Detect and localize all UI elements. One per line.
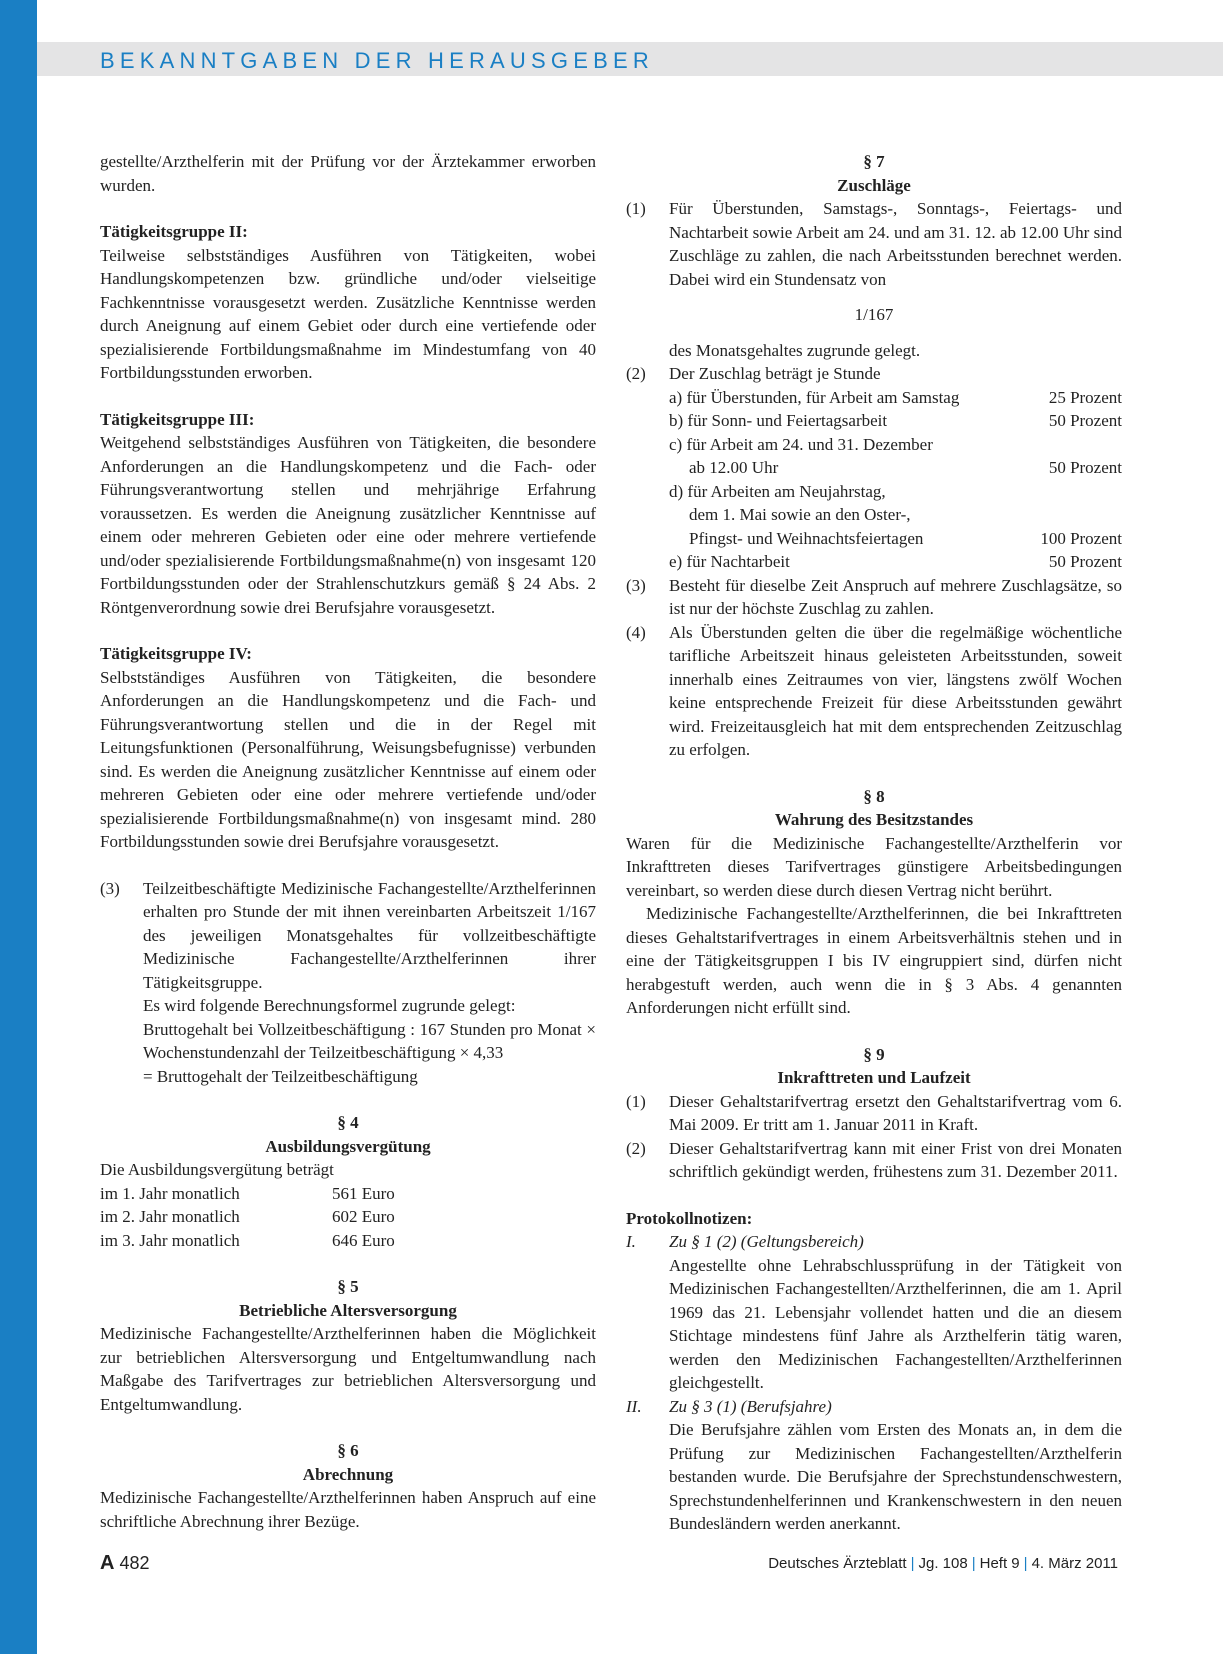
protocol-note-1-text: Angestellte ohne Lehrabschlussprüfung in der Tätigkeit von Medizinischen Fachangestellten/Arzthelferinnen, die am 1. April 1969 das 21. Lebensjahr vollendet hatten und die an diesem Stichtage mindestens fünf Jahre als Arzthelferin tätig waren, werden den Medizinischen Fachangestellten/Arzthelferinnen gleichgestellt. <box>669 1255 1122 1392</box>
s7-title: Zuschläge <box>837 175 911 195</box>
s7-item-3: (3) Besteht für dieselbe Zeit Anspruch auf mehrere Zuschlagsätze, so ist nur der höchste Zuschlag zu zahlen. <box>626 574 1122 621</box>
left-column <box>100 150 596 1533</box>
s7-number: § 7 <box>863 152 885 171</box>
pay-row: im 3. Jahr monatlich 646 Euro <box>100 1230 395 1250</box>
page-number <box>100 1552 150 1575</box>
journal-issue: Heft 9 <box>979 1555 1020 1572</box>
s4-intro: Die Ausbildungsvergütung beträgt <box>100 1160 334 1179</box>
s7-item-3-text: Besteht für dieselbe Zeit Anspruch auf mehrere Zuschlagsätze, so ist nur der höchste Zuschlag zu zahlen. <box>669 575 1122 618</box>
protocol-heading: Protokollnotizen: <box>626 1208 753 1228</box>
tg3-heading: Tätigkeitsgruppe III: <box>100 409 255 429</box>
pay-row: im 2. Jahr monatlich 602 Euro <box>100 1207 395 1226</box>
formula: Bruttogehalt bei Vollzeitbeschäftigung : 167 Stunden pro Monat × Wochenstundenzahl der Teilzeitbeschäftigung × 4,33 <box>143 1019 596 1062</box>
blue-side-bar <box>0 0 37 1654</box>
journal-info: Deutsches Ärzteblatt | Jg. 108 | Heft 9 | 4. März 2011 <box>768 1555 1118 1572</box>
surcharge-row: b) für Sonn- und Feiertagsarbeit 50 Prozent <box>669 411 1122 430</box>
right-column <box>626 150 1122 1536</box>
tg4-heading: Tätigkeitsgruppe IV: <box>100 644 252 663</box>
protocol-note-2-title: Zu § 3 (1) (Berufsjahre) <box>669 1396 832 1416</box>
protocol-note-1: I. Zu § 1 (2) (Geltungsbereich) Angestellte ohne Lehrabschlussprüfung in der Tätigkeit von Medizinischen Fachangestellten/Arzthelferinnen, die am 1. April 1969 das 21. Lebensjahr vollendet hatten und die an diesem Stichtage mindestens fünf Jahre als Arzthelferin tätig waren, werden den Medizinischen Fachangestellten/Arzthelferinnen gleichgestellt. <box>626 1230 1122 1395</box>
s5-number: § 5 <box>337 1277 359 1296</box>
item-3-number: (3) <box>100 878 120 898</box>
item-3 <box>100 877 596 1089</box>
s4-number: § 4 <box>337 1113 359 1132</box>
s9-item-2: (2) Dieser Gehaltstarifvertrag kann mit einer Frist von drei Monaten schriftlich gekündigt werden, frühestens zum 31. Dezember 2011. <box>626 1137 1122 1184</box>
s9-item-1: (1) Dieser Gehaltstarifvertrag ersetzt den Gehaltstarifvertrag vom 6. Mai 2009. Er tritt am 1. Januar 2011 in Kraft. <box>626 1090 1122 1137</box>
journal-name: Deutsches Ärzteblatt <box>768 1555 907 1572</box>
s5-text: Medizinische Fachangestellte/Arzthelferinnen haben die Möglichkeit zur betrieblichen Altersversorgung und Entgeltumwandlung nach Maßgabe des Tarifvertrages zur betrieblichen Altersversorgung und Entgeltumwandlung. <box>100 1324 596 1414</box>
s7-item-1-tail: des Monatsgehaltes zugrunde gelegt. <box>669 340 921 360</box>
tg2-heading: Tätigkeitsgruppe II: <box>100 222 248 241</box>
s6-title: Abrechnung <box>302 1464 394 1484</box>
surcharge-row: c) für Arbeit am 24. und 31. Dezember ab 12.00 Uhr 50 Prozent <box>669 434 1122 477</box>
s7-item-4: (4) Als Überstunden gelten die über die regelmäßige wöchentliche tarifliche Arbeitszeit hinaus geleisteten Arbeitsstunden, soweit innerhalb eines Zeitraumes von vier, längstens zwölf Wochen keine entsprechende Freizeit für diese Arbeitsstunden gewährt wird. Freizeitausgleich hat mit dem entsprechenden Zeitzuschlag zu erfolgen. <box>626 621 1122 762</box>
s8-number: § 8 <box>863 786 885 806</box>
formula-intro: Es wird folgende Berechnungsformel zugrunde gelegt: <box>143 996 516 1015</box>
page-number-value: 482 <box>119 1553 150 1573</box>
tg3-text: Weitgehend selbstständiges Ausführen von Tätigkeiten, die besondere Anforderungen an die Handlungskompetenz und die Fach- oder Führungsverantwortung stellen und mehrjährige Erfahrung voraussetzen. Es werden die Aneignung zusätzlicher Kenntnisse auf einem oder mehreren Gebieten oder eine oder mehrere vertiefende und/oder spezialisierende Fortbildungsmaßnahme(n) von insgesamt 120 Fortbildungsstunden oder der Strahlenschutzkurs gemäß § 24 Abs. 2 Röntgenverordnung sowie drei Berufsjahre vorausgesetzt. <box>100 433 596 617</box>
s9-item-1-text: Dieser Gehaltstarifvertrag ersetzt den Gehaltstarifvertrag vom 6. Mai 2009. Er tritt am 1. Januar 2011 in Kraft. <box>669 1091 1122 1134</box>
s7-item-1: (1) Für Überstunden, Samstags-, Sonntags-, Feiertags- und Nachtarbeit sowie Arbeit am 24. und am 31. 12. ab 12.00 Uhr sind Zuschläge zu zahlen, die nach Arbeitsstunden berechnet werden. Dabei wird ein Stundensatz von <box>626 197 1122 291</box>
intro-paragraph: gestellte/Arzthelferin mit der Prüfung vor der Ärztekammer erworben wurden. <box>100 152 596 195</box>
pay-row: im 1. Jahr monatlich 561 Euro <box>100 1183 395 1203</box>
s7-item-4-text: Als Überstunden gelten die über die regelmäßige wöchentliche tarifliche Arbeitszeit hinaus geleisteten Arbeitsstunden, soweit innerhalb eines Zeitraumes von vier, längstens zwölf Wochen keine entsprechende Freizeit für diese Arbeitsstunden gewährt wird. Freizeitausgleich hat mit dem entsprechenden Zeitzuschlag zu erfolgen. <box>669 622 1122 759</box>
pay-table <box>100 1182 596 1253</box>
protocol-note-1-title: Zu § 1 (2) (Geltungsbereich) <box>669 1232 864 1251</box>
surcharge-row: d) für Arbeiten am Neujahrstag, dem 1. Mai sowie an den Oster-, Pfingst- und Weihnachtsfeiertagen 100 Prozent <box>669 481 1122 548</box>
item-3-text: Teilzeitbeschäftigte Medizinische Fachangestellte/Arzthelferinnen erhalten pro Stunde der mit ihnen vereinbarten Arbeitszeit 1/167 des jeweiligen Monatsgehaltes für vollzeitbeschäftigte Medizinische Fachangestellte/Arzthelferinnen ihrer Tätigkeitsgruppe. <box>143 878 596 992</box>
s7-item-2-text: Der Zuschlag beträgt je Stunde <box>669 364 881 383</box>
s7-item-1-text: Für Überstunden, Samstags-, Sonntags-, Feiertags- und Nachtarbeit sowie Arbeit am 24. und am 31. 12. ab 12.00 Uhr sind Zuschläge zu zahlen, die nach Arbeitsstunden berechnet werden. Dabei wird ein Stundensatz von <box>669 199 1122 289</box>
s6-text: Medizinische Fachangestellte/Arzthelferinnen haben Anspruch auf eine schriftliche Abrechnung ihrer Bezüge. <box>100 1488 596 1531</box>
s4-title: Ausbildungsvergütung <box>265 1136 431 1156</box>
tg4-text: Selbstständiges Ausführen von Tätigkeiten, die besondere Anforderungen an die Handlungskompetenz und die Fach- und Führungsverantwortung stellen und die in der Regel mit Leitungsfunktionen (Personalführung, Weisungsbefugnisse) verbunden sind. Es werden die Aneignung zusätzlicher Kenntnisse auf einem oder mehreren Gebieten oder eine oder mehrere vertiefende und/oder spezialisierende Fortbildungsmaßnahme(n) von insgesamt mind. 280 Fortbildungsstunden sowie drei Berufsjahre vorausgesetzt. <box>100 667 596 851</box>
protocol-note-2: II. Zu § 3 (1) (Berufsjahre) Die Berufsjahre zählen vom Ersten des Monats an, in dem die Prüfung zur Medizinischen Fachangestellten/Arzthelferin bestanden wurde. Die Berufsjahre der Sprechstundenschwestern, Sprechstundenhelferinnen und Krankenschwestern in den neuen Bundesländern werden anerkannt. <box>626 1395 1122 1536</box>
s9-item-2-text: Dieser Gehaltstarifvertrag kann mit einer Frist von drei Monaten schriftlich gekündigt werden, frühestens zum 31. Dezember 2011. <box>669 1138 1122 1181</box>
s7-item-2: (2) Der Zuschlag beträgt je Stunde a) für Überstunden, für Arbeit am Samstag 25 Prozent b) für Sonn- und Feiertagsarbeit 50 Prozent c) für Arbeit am 24. und 31. Dezember ab 12.00 Uhr 50 Prozent d) für Arbeiten am Neujahrstag, dem 1. Mai sowie an den Oster-, Pfingst- und Weihnachtsfeiertagen 100 Prozent e) für Nachtarbeit 50 Prozent <box>626 362 1122 574</box>
journal-date: 4. März 2011 <box>1031 1555 1118 1572</box>
s9-number: § 9 <box>863 1044 885 1064</box>
section-header-title: BEKANNTGABEN DER HERAUSGEBER <box>100 48 654 73</box>
s8-text-1: Waren für die Medizinische Fachangestellte/Arzthelferin vor Inkrafttreten dieses Tarifvertrages günstigere Arbeitsbedingungen vereinbart, so werden diese durch diesen Vertrag nicht berührt. <box>626 833 1122 900</box>
s5-title: Betriebliche Altersversorgung <box>239 1300 457 1320</box>
s8-title: Wahrung des Besitzstandes <box>774 810 974 829</box>
formula-result: = Bruttogehalt der Teilzeitbeschäftigung <box>143 1066 418 1086</box>
s7-fraction: 1/167 <box>854 305 894 324</box>
surcharge-row: e) für Nachtarbeit 50 Prozent <box>669 552 1122 571</box>
surcharge-row: a) für Überstunden, für Arbeit am Samstag 25 Prozent <box>669 387 1122 407</box>
s9-title: Inkrafttreten und Laufzeit <box>777 1068 971 1087</box>
protocol-note-2-text: Die Berufsjahre zählen vom Ersten des Monats an, in dem die Prüfung zur Medizinischen Fachangestellten/Arzthelferin bestanden wurde. Die Berufsjahre der Sprechstundenschwestern, Sprechstundenhelferinnen und Krankenschwestern in den neuen Bundesländern werden anerkannt. <box>669 1420 1122 1533</box>
page-prefix: A <box>100 1552 115 1574</box>
journal-volume: Jg. 108 <box>918 1555 968 1572</box>
s6-number: § 6 <box>337 1441 359 1460</box>
tg2-text: Teilweise selbstständiges Ausführen von Tätigkeiten, wobei Handlungskompetenzen bzw. gründliche und/oder vielseitige Fachkenntnisse vorausgesetzt werden. Zusätzliche Kenntnisse werden durch Aneignung auf einem Gebiet oder durch eine vertiefende oder spezialisierende Fortbildungsmaßnahme im Mindestumfang von 40 Fortbildungsstunden erworben. <box>100 245 596 382</box>
s8-text-2: Medizinische Fachangestellte/Arzthelferinnen, die bei Inkrafttreten dieses Gehaltstarifvertrages in einem Arbeitsverhältnis stehen und in eine der Tätigkeitsgruppen I bis IV eingruppiert sind, dürfen nicht herabgestuft werden, auch wenn die in § 3 Abs. 4 genannten Anforderungen nicht erfüllt sind. <box>626 904 1122 1017</box>
